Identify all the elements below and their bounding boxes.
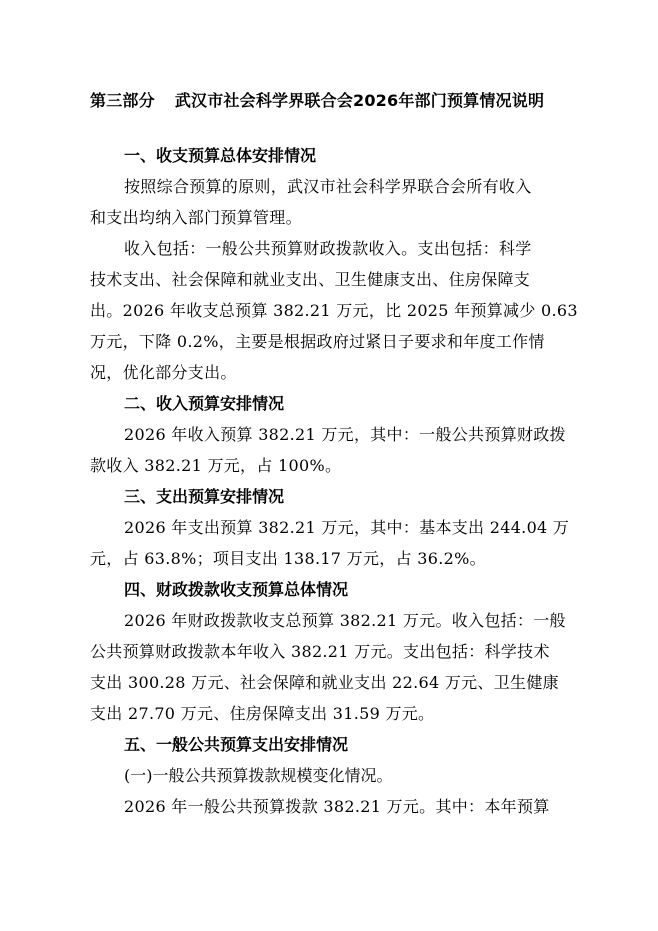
title-main-text: 武汉市社会科学界联合会2026年部门预算情况说明 xyxy=(174,91,545,110)
paragraph-line: 支出 27.70 万元、住房保障支出 31.59 万元。 xyxy=(90,704,435,723)
paragraph-line: 2026 年一般公共预算拨款 382.21 万元。其中：本年预算 xyxy=(124,797,550,816)
section-heading-2: 二、收入预算安排情况 xyxy=(124,394,285,413)
paragraph-line: 2026 年收入预算 382.21 万元，其中：一般公共预算财政拨 xyxy=(124,425,566,444)
section-heading-5: 五、一般公共预算支出安排情况 xyxy=(124,735,349,754)
title-part-label: 第三部分 xyxy=(90,91,155,110)
paragraph-line: 元，占 63.8%；项目支出 138.17 万元，占 36.2%。 xyxy=(90,549,486,568)
section-5-paragraph-1 xyxy=(90,791,572,822)
section-heading-1: 一、收支预算总体安排情况 xyxy=(124,146,317,165)
paragraph-line: 按照综合预算的原则，武汉市社会科学界联合会所有收入 xyxy=(124,177,532,196)
paragraph-line: 出。2026 年收支总预算 382.21 万元，比 2025 年预算减少 0.63 xyxy=(90,301,578,320)
paragraph-line: 技术支出、社会保障和就业支出、卫生健康支出、住房保障支 xyxy=(90,270,531,289)
section-heading-3: 三、支出预算安排情况 xyxy=(124,487,285,506)
section-1-paragraph-2 xyxy=(90,233,578,388)
section-5-subheading: (一)一般公共预算拨款规模变化情况。 xyxy=(124,766,393,785)
paragraph-line: 公共预算财政拨款本年收入 382.21 万元。支出包括：科学技术 xyxy=(90,642,550,661)
section-3-paragraph-1 xyxy=(90,512,572,574)
section-heading-4: 四、财政拨款收支预算总体情况 xyxy=(124,580,349,599)
paragraph-line: 2026 年财政拨款收支总预算 382.21 万元。收入包括：一般 xyxy=(124,611,566,630)
paragraph-line: 况，优化部分支出。 xyxy=(90,363,237,382)
document-title xyxy=(90,86,572,116)
section-4-paragraph-1 xyxy=(90,605,572,729)
section-2-paragraph-1 xyxy=(90,419,572,481)
paragraph-line: 支出 300.28 万元、社会保障和就业支出 22.64 万元、卫生健康 xyxy=(90,673,559,692)
section-1-paragraph-1 xyxy=(90,171,572,233)
paragraph-line: 万元，下降 0.2%，主要是根据政府过紧日子要求和年度工作情 xyxy=(90,332,545,351)
paragraph-line: 2026 年支出预算 382.21 万元，其中：基本支出 244.04 万 xyxy=(124,518,570,537)
paragraph-line: 收入包括：一般公共预算财政拨款收入。支出包括：科学 xyxy=(124,239,532,258)
paragraph-line: 款收入 382.21 万元，占 100%。 xyxy=(90,456,342,475)
paragraph-line: 和支出均纳入部门预算管理。 xyxy=(90,208,302,227)
